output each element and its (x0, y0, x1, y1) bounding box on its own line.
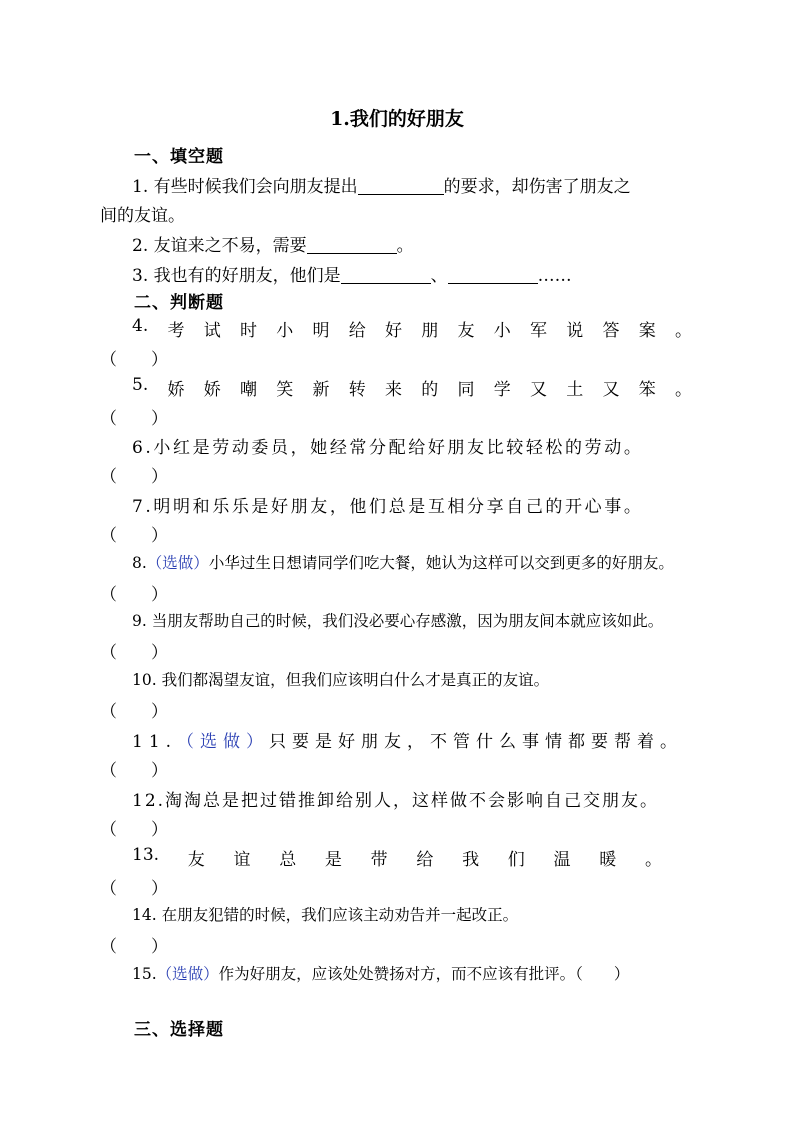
spaced-char: 小 (493, 321, 511, 341)
spaced-char: 4. (132, 316, 149, 336)
answer-blank-3a (341, 265, 431, 284)
spaced-char: 小 (276, 321, 294, 341)
spaced-char: 13. (132, 845, 160, 865)
spaced-char: 总 (279, 850, 297, 870)
spaced-char: 是 (324, 850, 342, 870)
answer-paren-8: （ ） (100, 585, 168, 605)
answer-paren-13: （ ） (100, 879, 168, 899)
answer-paren-5: （ ） (100, 409, 168, 429)
spaced-char: 好 (384, 321, 402, 341)
question-11-text: 只要是好朋友，不管什么事情都要帮着。 (269, 732, 684, 752)
answer-blank-1 (358, 176, 444, 195)
optional-tag: （选做） (177, 732, 270, 752)
answer-paren-11: （ ） (100, 761, 168, 781)
spaced-char: 土 (566, 380, 584, 400)
answer-paren-4: （ ） (100, 350, 168, 370)
spaced-char: 案 (638, 321, 656, 341)
spaced-char: 给 (416, 850, 434, 870)
spaced-char: 笑 (276, 380, 294, 400)
question-3-text-a: 3. 我也有的好朋友，他们是 (132, 266, 341, 286)
spaced-char: 的 (421, 380, 439, 400)
optional-tag: （选做） (146, 554, 209, 572)
spaced-char: 暖 (599, 850, 617, 870)
question-8 (132, 551, 674, 573)
spaced-char: 学 (493, 380, 511, 400)
answer-blank-2 (307, 235, 397, 254)
spaced-char: 试 (203, 321, 221, 341)
question-6: 6.小红是劳动委员，她经常分配给好朋友比较轻松的劳动。 (132, 438, 644, 458)
spaced-char: 。 (674, 380, 692, 400)
spaced-char: 温 (553, 850, 571, 870)
question-9: 9. 当朋友帮助自己的时候，我们没必要心存感激，因为朋友间本就应该如此。 (132, 612, 664, 630)
spaced-char: 娇 (167, 380, 185, 400)
spaced-char: 嘲 (239, 380, 257, 400)
question-8-text: 小华过生日想请同学们吃大餐，她认为这样可以交到更多的好朋友。 (208, 554, 674, 572)
spaced-char: 时 (239, 321, 257, 341)
spaced-char: 又 (602, 380, 620, 400)
question-3-text-b: 、 (430, 266, 448, 286)
question-15-number: 15. (132, 965, 157, 983)
question-8-number: 8. (132, 554, 147, 572)
spaced-char: 又 (529, 380, 547, 400)
question-11 (132, 727, 683, 752)
question-1-text-b: 的要求，却伤害了朋友之 (443, 177, 631, 197)
spaced-char: 们 (507, 850, 525, 870)
spaced-char: 带 (370, 850, 388, 870)
question-3 (132, 261, 572, 286)
spaced-char: 5. (132, 375, 149, 395)
spaced-char: 笨 (638, 380, 656, 400)
answer-paren-14: （ ） (100, 937, 168, 957)
spaced-char: 同 (457, 380, 475, 400)
question-7: 7.明明和乐乐是好朋友，他们总是互相分享自己的开心事。 (132, 497, 644, 517)
spaced-char: 说 (566, 321, 584, 341)
question-2 (132, 231, 414, 256)
question-5 (132, 375, 692, 400)
section-choice-heading: 三、选择题 (134, 1020, 224, 1040)
optional-tag: （选做） (156, 965, 219, 983)
spaced-char: 新 (312, 380, 330, 400)
spaced-char: 军 (529, 321, 547, 341)
answer-blank-3b (448, 265, 538, 284)
spaced-char: 给 (348, 321, 366, 341)
answer-paren-6: （ ） (100, 467, 168, 487)
answer-paren-12: （ ） (100, 820, 168, 840)
question-3-text-c: …… (537, 266, 572, 286)
spaced-char: 考 (167, 321, 185, 341)
spaced-char: 。 (644, 850, 662, 870)
spaced-char: 答 (602, 321, 620, 341)
question-13 (132, 845, 662, 870)
question-14: 14. 在朋友犯错的时候，我们应该主动劝告并一起改正。 (132, 906, 519, 924)
spaced-char: 我 (462, 850, 480, 870)
spaced-char: 朋 (421, 321, 439, 341)
spaced-char: 娇 (203, 380, 221, 400)
answer-paren-9: （ ） (100, 643, 168, 663)
question-15-text: 作为好朋友，应该处处赞扬对方，而不应该有批评。（ ） (218, 965, 630, 983)
answer-paren-10: （ ） (100, 702, 168, 722)
section-fill-heading: 一、填空题 (134, 147, 224, 167)
spaced-char: 明 (312, 321, 330, 341)
question-15 (132, 962, 629, 984)
spaced-char: 来 (384, 380, 402, 400)
spaced-char: 谊 (233, 850, 251, 870)
question-11-number: 11. (132, 732, 178, 752)
question-12: 12.淘淘总是把过错推卸给别人，这样做不会影响自己交朋友。 (132, 791, 660, 811)
question-1-line2: 间的友谊。 (100, 206, 185, 226)
question-1-text-a: 1. 有些时候我们会向朋友提出 (132, 177, 358, 197)
question-2-text-a: 2. 友谊来之不易，需要 (132, 236, 307, 256)
question-10: 10. 我们都渴望友谊，但我们应该明白什么才是真正的友谊。 (132, 671, 550, 689)
question-4 (132, 316, 692, 341)
spaced-char: 友 (187, 850, 205, 870)
spaced-char: 转 (348, 380, 366, 400)
answer-paren-7: （ ） (100, 526, 168, 546)
section-judge-heading: 二、判断题 (134, 293, 224, 313)
question-2-text-b: 。 (396, 236, 414, 256)
spaced-char: 友 (457, 321, 475, 341)
page-title: 1.我们的好朋友 (330, 108, 464, 130)
question-1-line1 (132, 172, 631, 197)
spaced-char: 。 (674, 321, 692, 341)
